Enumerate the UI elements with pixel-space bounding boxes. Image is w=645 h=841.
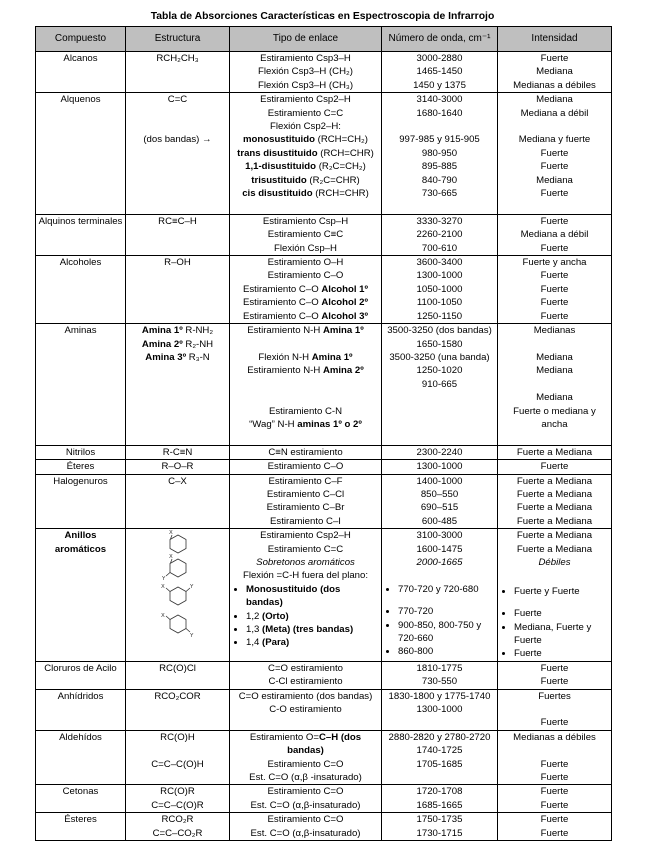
- table-row-anhidridos: [36, 689, 612, 730]
- cell-intensidad: [498, 52, 612, 93]
- benzene-ring-para: [170, 615, 186, 633]
- cell-estructura: C–X: [126, 474, 230, 529]
- tipo-line: monosustituido (RCH=CH₂): [243, 134, 368, 146]
- ring-label-y: Y: [189, 584, 193, 591]
- tipo-line: Estiramiento C=C: [267, 107, 344, 119]
- tipo-line: Estiramiento C-N: [268, 405, 343, 417]
- cell-tipo: [230, 529, 382, 662]
- numero-line: [384, 120, 495, 133]
- cell-intensidad: [498, 256, 612, 324]
- cell-compuesto: Cetonas: [36, 785, 126, 813]
- intensidad-line: Fuertes: [538, 690, 571, 702]
- cell-estructura: R–O–R: [126, 460, 230, 474]
- numero-line: 1100-1050: [416, 297, 463, 309]
- tipo-line: Flexión Csp2–H:: [270, 121, 341, 133]
- numero-line: 690–515: [420, 502, 459, 514]
- numero-line: 3000-2880: [416, 53, 463, 64]
- table-row-aminas: [36, 324, 612, 446]
- cell-intensidad: [498, 324, 612, 446]
- ring-label-x: X: [160, 584, 165, 591]
- cell-tipo: [230, 214, 382, 255]
- numero-line: 1680-1640: [416, 107, 463, 119]
- cell-numero: [382, 661, 498, 689]
- intensidad-line: Mediana: [536, 392, 573, 404]
- table-row-esteres: [36, 813, 612, 841]
- numero-line: 1250-1150: [416, 310, 463, 322]
- cell-estructura: [126, 324, 230, 446]
- numero-line: 1650-1580: [416, 338, 463, 350]
- table-header-row: [36, 27, 612, 52]
- oop-bending-list: [232, 583, 379, 650]
- cell-numero: [382, 324, 498, 446]
- tipo-line: Estiramiento O=C–H (dos bandas): [249, 731, 362, 757]
- tipo-line: C-O estiramiento: [269, 704, 342, 715]
- estructura-line: RC(O)H: [160, 731, 195, 743]
- tipo-line: Estiramiento Csp2–H: [260, 530, 351, 542]
- cell-tipo: [230, 474, 382, 529]
- cell-intensidad: [498, 813, 612, 841]
- tipo-line: Estiramiento C=C: [267, 543, 344, 555]
- intensidad-line: Fuerte: [540, 215, 569, 227]
- intensidad-line: Fuerte o mediana y ancha: [513, 405, 596, 430]
- intensidad-line: Fuerte: [540, 147, 569, 159]
- tipo-line: Estiramiento N-H Amina 1º: [247, 325, 364, 337]
- cell-estructura: [126, 93, 230, 215]
- intensidad-line: Medianas a débiles: [513, 731, 596, 743]
- tipo-line: Estiramiento C–I: [270, 515, 341, 527]
- cell-estructura: R–OH: [126, 256, 230, 324]
- numero-line: 1600-1475: [416, 543, 463, 555]
- cell-numero: [382, 52, 498, 93]
- benzene-ring-mono: [170, 535, 186, 553]
- ring-label-y: Y: [161, 576, 165, 583]
- cell-numero: [382, 813, 498, 841]
- tipo-line: Flexión N-H Amina 1º: [258, 351, 353, 363]
- cell-estructura: [126, 785, 230, 813]
- numero-line: 700-610: [421, 242, 458, 254]
- table-row-cetonas: [36, 785, 612, 813]
- numero-line: 1400-1000: [416, 475, 463, 487]
- cell-numero: [382, 93, 498, 215]
- intensidad-line: Mediana a débil: [520, 107, 589, 119]
- cell-tipo: [230, 52, 382, 93]
- numero-line: 3600-3400: [416, 257, 463, 269]
- tipo-line: Estiramiento C–O Alcohol 1º: [242, 283, 369, 295]
- tipo-line: 1,1-disustituido (R₂C=CH₂): [245, 161, 366, 173]
- list-item: • 770-720 y 720-680: [398, 583, 495, 596]
- intensidad-line: Fuerte: [540, 662, 569, 674]
- cell-numero: [382, 785, 498, 813]
- intensidad-line: Fuerte y ancha: [522, 257, 587, 269]
- header-compuesto: Compuesto: [36, 27, 126, 52]
- tipo-line: Flexión Csp3–H (CH₃): [257, 79, 354, 91]
- intensidad-line: Fuerte a Mediana: [516, 530, 593, 542]
- intensidad-line: Fuerte: [540, 676, 569, 688]
- cell-compuesto: [36, 529, 126, 662]
- numero-line: 2880-2820 y 2780-2720: [388, 731, 491, 743]
- cell-numero: [382, 474, 498, 529]
- tipo-line: C=O estiramiento (dos bandas): [238, 690, 373, 702]
- numero-line: 1810-1775: [416, 662, 463, 674]
- tipo-line: trans disustituido (RCH=CHR): [237, 147, 374, 159]
- tipo-line: “Wag” N-H aminas 1º o 2º: [249, 418, 362, 430]
- numero-line: 1250-1020: [416, 365, 463, 377]
- numero-line: 1830-1800 y 1775-1740: [388, 690, 491, 702]
- cell-intensidad: Fuerte a Mediana: [498, 445, 612, 459]
- numero-line: 997-985 y 915-905: [399, 134, 480, 146]
- intensidad-line: Fuerte a Mediana: [516, 502, 593, 514]
- cell-numero: 2300-2240: [382, 445, 498, 459]
- list-item: • 1,2 (Orto): [246, 610, 379, 623]
- cell-intensidad: [498, 730, 612, 785]
- cell-estructura: RC≡C–H: [126, 214, 230, 255]
- tipo-line: Estiramiento C=O: [267, 786, 344, 798]
- cell-estructura: RCH₂CH₃: [126, 52, 230, 93]
- cell-numero: [382, 689, 498, 730]
- estructura-line: Amina 1º R-NH₂: [141, 325, 214, 337]
- cell-tipo: [230, 689, 382, 730]
- intensidad-line: Débiles: [538, 556, 571, 568]
- cell-compuesto: Aminas: [36, 324, 126, 446]
- tipo-line: Flexión =C-H fuera del plano:: [242, 570, 369, 582]
- cell-estructura: [126, 813, 230, 841]
- ring-label-x: X: [168, 530, 173, 537]
- numero-line: 3500-3250 (una banda): [389, 351, 490, 363]
- table-row-aldehidos: [36, 730, 612, 785]
- tipo-line: Estiramiento Csp3–H: [260, 53, 351, 64]
- estructura-line: C=C: [167, 94, 188, 106]
- numero-line: 3500-3250 (dos bandas): [387, 325, 492, 337]
- numero-line: 910-665: [421, 378, 458, 390]
- numero-line: 1750-1735: [416, 814, 463, 826]
- cell-numero: [382, 256, 498, 324]
- cell-compuesto: [36, 214, 126, 255]
- tipo-line: Estiramiento C–O: [267, 270, 344, 282]
- compuesto-text: Anillos aromáticos: [54, 530, 107, 555]
- numero-line: 3330-3270: [416, 215, 463, 227]
- intensidad-line: [500, 120, 609, 133]
- numero-line: 2000-1665: [416, 556, 463, 568]
- cell-intensidad: Fuerte: [498, 460, 612, 474]
- cell-intensidad: [498, 785, 612, 813]
- cell-compuesto: Alquenos: [36, 93, 126, 215]
- tipo-line: Est. C=O (α,β-insaturado): [250, 799, 361, 811]
- intensidad-line: Fuerte: [540, 270, 569, 282]
- numero-line: 1685-1665: [416, 799, 463, 811]
- tipo-line: trisustituido (R₂C=CHR): [251, 174, 360, 186]
- numero-line: 1730-1715: [416, 827, 463, 839]
- table-row-alquenos: [36, 93, 612, 215]
- cell-tipo: [230, 93, 382, 215]
- table-row-aromaticos: [36, 529, 612, 662]
- list-item: • 1,4 (Para): [246, 636, 379, 649]
- tipo-line: Sobretonos aromáticos: [256, 556, 355, 568]
- cell-estructura: RC(O)Cl: [126, 661, 230, 689]
- header-estructura: Estructura: [126, 27, 230, 52]
- cell-compuesto: Aldehídos: [36, 730, 126, 785]
- cell-compuesto: Nitrilos: [36, 445, 126, 459]
- tipo-line: Estiramiento Csp–H: [262, 215, 349, 227]
- intensidad-line: Mediana y fuerte: [518, 134, 591, 146]
- compuesto-text: Alquinos terminales: [38, 215, 123, 227]
- oop-intensidad-list: [500, 585, 609, 661]
- tipo-line: C-Cl estiramiento: [268, 676, 343, 688]
- table-row-alquinos: [36, 214, 612, 255]
- intensidad-line: Mediana a débil: [520, 229, 589, 241]
- list-item: • Mediana, Fuerte y Fuerte: [514, 621, 609, 648]
- ring-label-x: X: [168, 554, 173, 561]
- numero-line: 3100-3000: [416, 530, 463, 542]
- cell-compuesto: Alcanos: [36, 52, 126, 93]
- cell-compuesto: Éteres: [36, 460, 126, 474]
- tipo-line: Estiramiento C–F: [268, 475, 343, 487]
- cell-numero: 1300-1000: [382, 460, 498, 474]
- intensidad-line: Fuerte: [540, 799, 569, 811]
- tipo-line: Estiramiento Csp2–H: [260, 94, 351, 106]
- tipo-line: Estiramiento C–Cl: [266, 488, 345, 500]
- cell-numero: [382, 214, 498, 255]
- cell-tipo: [230, 661, 382, 689]
- cell-intensidad: [498, 529, 612, 662]
- cell-estructura: R-C≡N: [126, 445, 230, 459]
- numero-line: 1740-1725: [416, 745, 463, 757]
- cell-numero: [382, 730, 498, 785]
- table-row-nitrilos: [36, 445, 612, 459]
- cell-intensidad: [498, 93, 612, 215]
- intensidad-line: Fuerte: [540, 814, 569, 826]
- cell-tipo: [230, 324, 382, 446]
- list-item: • 770-720: [398, 605, 495, 618]
- ring-label-y: Y: [189, 633, 193, 640]
- cell-intensidad: [498, 474, 612, 529]
- estructura-line: RCO₂R: [161, 814, 194, 826]
- header-intensidad: Intensidad: [498, 27, 612, 52]
- numero-line: 850–550: [420, 488, 459, 500]
- cell-tipo: [230, 813, 382, 841]
- benzene-ring-meta: [170, 587, 186, 605]
- intensidad-line: Mediana: [536, 94, 573, 106]
- intensidad-line: Mediana: [536, 174, 573, 186]
- list-item: • Fuerte y Fuerte: [514, 585, 609, 598]
- tipo-line: Flexión Csp3–H (CH₂): [258, 66, 353, 78]
- list-item: • Fuerte: [514, 647, 609, 660]
- cell-estructura: [126, 730, 230, 785]
- ir-absorption-table: [35, 26, 612, 841]
- header-tipo-enlace: Tipo de enlace: [230, 27, 382, 52]
- cell-estructura: [126, 529, 230, 662]
- estructura-line: C=C–CO₂R: [152, 827, 203, 839]
- tipo-line: Flexión Csp–H: [274, 242, 337, 254]
- tipo-line: Estiramiento C≡C: [267, 229, 344, 241]
- cell-intensidad: [498, 689, 612, 730]
- intensidad-line: Fuerte: [540, 297, 569, 309]
- intensidad-line: Fuerte: [540, 310, 569, 322]
- intensidad-line: Mediana: [536, 351, 573, 363]
- cell-estructura: RCO₂COR: [126, 689, 230, 730]
- cell-intensidad: [498, 214, 612, 255]
- cell-tipo: [230, 256, 382, 324]
- intensidad-line: Medianas: [533, 325, 576, 337]
- intensidad-line: Mediana: [536, 365, 573, 377]
- tipo-line: Estiramiento C–Br: [266, 502, 345, 514]
- cell-tipo: C≡N estiramiento: [230, 445, 382, 459]
- list-item: • 900-850, 800-750 y 720-660: [398, 619, 495, 646]
- numero-line: 730-665: [421, 188, 458, 200]
- intensidad-line: Fuerte: [540, 161, 569, 173]
- cell-tipo: [230, 785, 382, 813]
- intensidad-line: Fuerte a Mediana: [516, 515, 593, 527]
- benzene-ring-ortho: [170, 559, 186, 577]
- table-row-halogenuros: [36, 474, 612, 529]
- cell-tipo: Estiramiento C–O: [230, 460, 382, 474]
- table-row-eteres: [36, 460, 612, 474]
- intensidad-line: Mediana: [536, 66, 573, 78]
- numero-line: 980-950: [421, 147, 458, 159]
- intensidad-line: Fuerte a Mediana: [516, 475, 593, 487]
- numero-line: 2260-2100: [416, 229, 463, 241]
- page-title: Tabla de Absorciones Características en Espectroscopia de Infrarrojo: [150, 11, 495, 22]
- numero-line: 895-885: [421, 161, 458, 173]
- intensidad-line: Fuerte: [540, 242, 569, 254]
- intensidad-line: Fuerte: [540, 827, 569, 839]
- estructura-line: RC(O)R: [160, 786, 195, 798]
- tipo-line: Est. C=O (α,β-insaturado): [250, 827, 361, 839]
- list-item: • 860-800: [398, 645, 495, 658]
- numero-line: 840-790: [421, 174, 458, 186]
- oop-numero-list: [384, 583, 495, 659]
- intensidad-line: Fuerte: [540, 772, 569, 783]
- ring-label-x: X: [160, 613, 165, 620]
- benzene-rings-diagram: [148, 529, 208, 647]
- tipo-line: Estiramiento O–H: [267, 257, 344, 269]
- cell-compuesto: Ésteres: [36, 813, 126, 841]
- list-item: • Monosustituido (dos bandas): [246, 583, 379, 610]
- tipo-line: Estiramiento C–O Alcohol 2º: [242, 297, 369, 309]
- estructura-line: C=C–C(O)H: [151, 758, 204, 770]
- intensidad-line: Medianas a débiles: [513, 79, 596, 91]
- estructura-line: C=C–C(O)R: [151, 799, 204, 811]
- numero-line: 1050-1000: [416, 283, 463, 295]
- estructura-line: (dos bandas) →: [143, 134, 212, 146]
- numero-line: 1450 y 1375: [413, 79, 466, 91]
- tipo-line: Estiramiento C–O Alcohol 3º: [242, 310, 369, 322]
- cell-compuesto: Halogenuros: [36, 474, 126, 529]
- estructura-line: Amina 3º R₃-N: [145, 351, 210, 363]
- tipo-line: Estiramiento C=O: [267, 758, 344, 770]
- numero-line: 1705-1685: [416, 758, 463, 770]
- numero-line: 1300-1000: [416, 704, 463, 715]
- cell-intensidad: [498, 661, 612, 689]
- intensidad-line: Fuerte: [540, 717, 569, 729]
- numero-line: 1465-1450: [416, 66, 463, 78]
- cell-compuesto: Alcoholes: [36, 256, 126, 324]
- intensidad-line: Fuerte: [540, 758, 569, 770]
- numero-line: 1300-1000: [416, 270, 463, 282]
- intensidad-line: Fuerte: [540, 188, 569, 200]
- tipo-line: C=O estiramiento: [268, 662, 343, 674]
- intensidad-line: Fuerte: [540, 786, 569, 798]
- cell-numero: [382, 529, 498, 662]
- intensidad-line: Fuerte a Mediana: [516, 543, 593, 555]
- cell-compuesto: Cloruros de Acilo: [36, 661, 126, 689]
- numero-line: 600-485: [421, 515, 458, 527]
- cell-compuesto: Anhídridos: [36, 689, 126, 730]
- tipo-line: cis disustituido (RCH=CHR): [242, 188, 369, 200]
- tipo-line: Estiramiento N-H Amina 2º: [247, 365, 364, 377]
- numero-line: 730-550: [421, 676, 458, 688]
- table-row-cloruros-acilo: [36, 661, 612, 689]
- list-item: • Fuerte: [514, 607, 609, 620]
- intensidad-line: Fuerte: [540, 283, 569, 295]
- cell-tipo: [230, 730, 382, 785]
- header-numero-onda: Número de onda, cm⁻¹: [382, 27, 498, 52]
- table-row-alcoholes: [36, 256, 612, 324]
- tipo-line: Estiramiento C=O: [267, 814, 344, 826]
- estructura-line: Amina 2º R₂-NH: [141, 338, 214, 350]
- intensidad-line: Fuerte a Mediana: [516, 488, 593, 500]
- intensidad-line: Fuerte: [540, 53, 569, 64]
- tipo-line: Est. C=O (α,β -insaturado): [249, 772, 362, 784]
- list-item: • 1,3 (Meta) (tres bandas): [246, 623, 379, 636]
- numero-line: 3140-3000: [416, 94, 463, 106]
- numero-line: 1720-1708: [416, 786, 463, 798]
- table-row-alcanos: [36, 52, 612, 93]
